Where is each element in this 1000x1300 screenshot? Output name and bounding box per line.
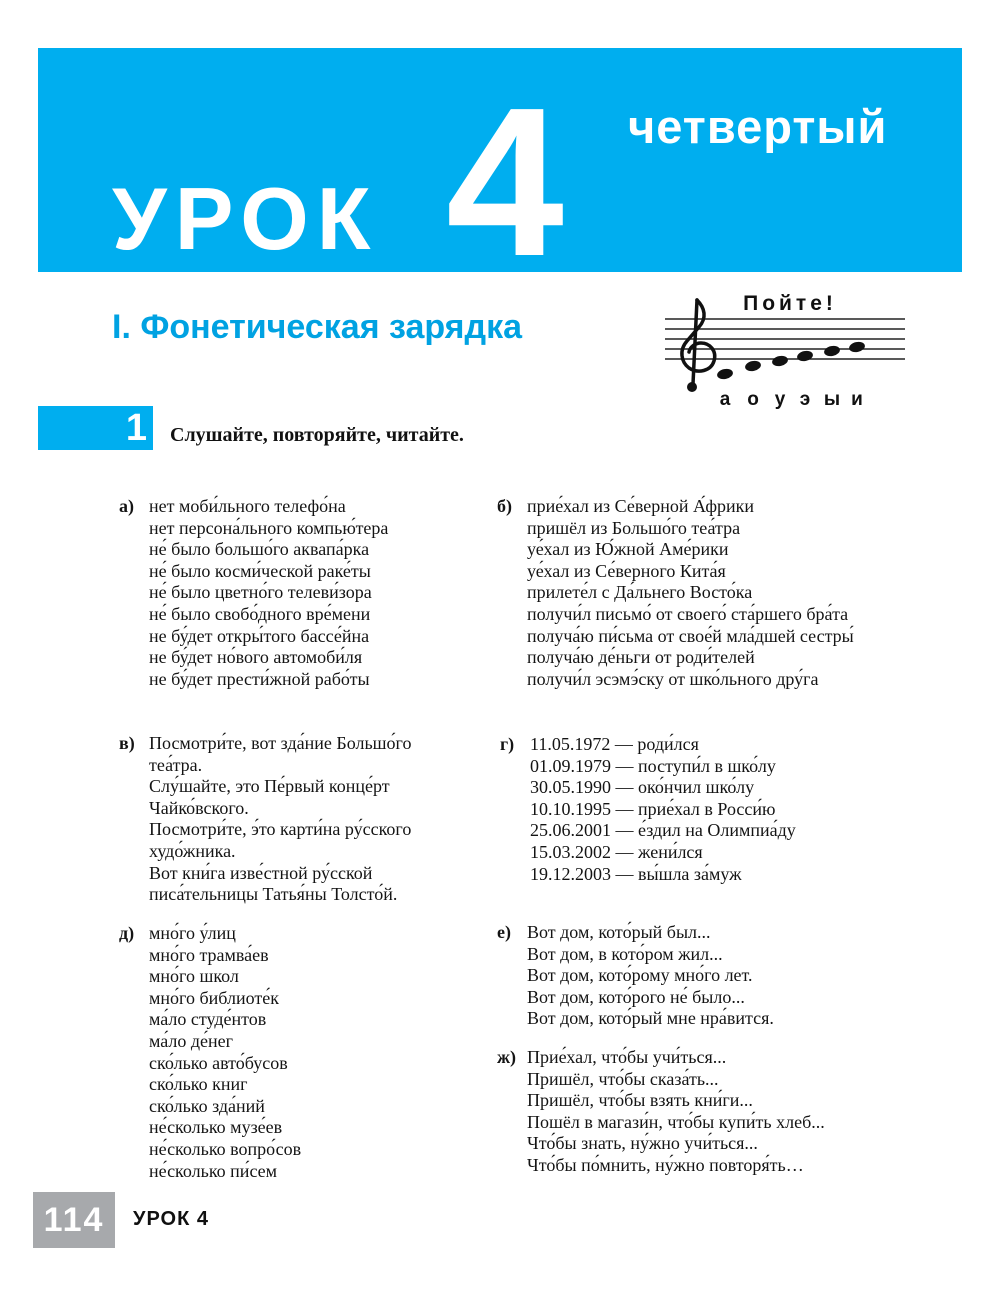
phrase-lines xyxy=(530,734,796,885)
phrase-line: уе́хал из Ю́жной Аме́рики xyxy=(527,539,729,560)
phrase-lines xyxy=(149,496,388,690)
phrase-line: Вот дом, в кото́ром жил... xyxy=(527,943,723,964)
phrase-line: 15.03.2002 — жени́лся xyxy=(530,841,703,862)
phrase-block-label: е) xyxy=(497,922,511,942)
section-heading: I. Фонетическая зарядка xyxy=(112,308,523,346)
phrase-line: не́сколько музе́ев xyxy=(149,1117,283,1138)
phrase-lines xyxy=(527,496,854,690)
phrase-line: мно́го школ xyxy=(149,966,239,987)
phrase-block-label: в) xyxy=(119,733,135,753)
phrase-line: 30.05.1990 — око́нчил шко́лу xyxy=(530,777,755,798)
music-note xyxy=(823,344,841,357)
phrase-block-a xyxy=(119,496,388,690)
lesson-number: 4 xyxy=(446,63,564,300)
phrase-line: Вот дом, кото́рый мне нра́вится. xyxy=(527,1008,774,1029)
phrase-line: не бу́дет но́вого автомоби́ля xyxy=(149,647,363,668)
music-notes xyxy=(716,340,866,380)
phrase-line: Вот дом, кото́рого не́ было... xyxy=(527,986,745,1007)
phrase-line: Чайко́вского. xyxy=(149,797,249,818)
phrase-line: Слу́шайте, это Пе́рвый конце́рт xyxy=(149,776,390,797)
phrase-block-g xyxy=(500,734,796,885)
phrase-line: получи́л эсэмэ́ску от шко́льного дру́га xyxy=(527,668,819,689)
music-caption: Пойте! xyxy=(743,292,837,315)
music-illustration xyxy=(655,288,910,418)
phrase-line: нет персона́льного компью́тера xyxy=(149,517,389,538)
phrase-line: Что́бы знать, ну́жно учи́ться... xyxy=(527,1133,758,1154)
phrase-block-label: ж) xyxy=(497,1047,517,1067)
note-label: э xyxy=(799,389,811,410)
phrase-line: мно́го у́лиц xyxy=(149,923,236,943)
page-number: 114 xyxy=(43,1200,105,1239)
phrase-line: Что́бы по́мнить, ну́жно повторя́ть… xyxy=(527,1154,804,1175)
phrase-line: ма́ло студе́нтов xyxy=(149,1009,267,1030)
phrase-line: 10.10.1995 — прие́хал в Росси́ю xyxy=(530,798,776,819)
phrase-line: мно́го библиоте́к xyxy=(149,987,279,1008)
music-note xyxy=(716,367,734,380)
phrase-line: нет моби́льного телефо́на xyxy=(149,496,346,516)
phrase-block-v xyxy=(119,733,411,906)
music-note xyxy=(796,349,814,362)
phrase-line: писа́тельницы Татья́ны Толсто́й. xyxy=(149,884,398,905)
note-label: а xyxy=(719,389,731,410)
music-note xyxy=(771,354,789,367)
phrase-line: Вот дом, кото́рый был... xyxy=(527,922,711,942)
phrase-line: 19.12.2003 — вы́шла за́муж xyxy=(530,863,742,884)
phrase-block-e xyxy=(497,922,774,1030)
phrase-line: ма́ло де́нег xyxy=(149,1030,234,1051)
phrase-block-d xyxy=(119,923,301,1182)
note-label: у xyxy=(774,389,786,410)
phrase-block-label: г) xyxy=(500,734,515,754)
phrase-line: уе́хал из Се́верного Кита́я xyxy=(527,560,726,581)
phrase-line: Пришёл, что́бы сказа́ть... xyxy=(527,1068,719,1089)
phrase-lines xyxy=(149,733,411,906)
lesson-ordinal: четвертый xyxy=(628,100,888,153)
phrase-line: Вот дом, кото́рому мно́го лет. xyxy=(527,965,753,986)
phrase-line: худо́жника. xyxy=(149,840,236,861)
note-labels xyxy=(720,389,863,410)
phrase-block-b xyxy=(497,496,854,690)
phrase-lines xyxy=(527,922,774,1030)
phrase-line: 01.09.1979 — поступи́л в шко́лу xyxy=(530,755,776,776)
exercise-number: 1 xyxy=(125,407,147,449)
exercise-instruction: Слушайте, повторяйте, читайте. xyxy=(170,424,464,446)
note-label: и xyxy=(851,389,863,410)
phrase-line: Вот кни́га изве́стной ру́сской xyxy=(149,862,373,883)
music-note xyxy=(848,340,866,353)
phrase-line: Прие́хал, что́бы учи́ться... xyxy=(527,1047,727,1067)
lesson-word: УРОК xyxy=(112,169,379,268)
phrase-line: теа́тра. xyxy=(149,754,203,775)
phrase-line: не́ было косми́ческой раке́ты xyxy=(149,560,371,581)
page-number-badge xyxy=(33,1192,115,1248)
phrase-block-label: б) xyxy=(497,496,512,516)
footer-lesson-label: УРОК 4 xyxy=(133,1208,209,1230)
phrase-line: получи́л письмо́ от своего́ ста́ршего бра́та xyxy=(527,603,849,624)
phrase-line: Пришёл, что́бы взять кни́ги... xyxy=(527,1090,753,1111)
phrase-line: ско́лько авто́бусов xyxy=(149,1052,288,1073)
phrase-block-label: д) xyxy=(119,923,135,943)
phrase-block-zh xyxy=(497,1047,825,1177)
phrase-line: Посмотри́те, э́то карти́на ру́сского xyxy=(149,819,412,840)
phrase-line: получа́ю де́ньги от роди́телей xyxy=(527,647,755,668)
phrase-lines xyxy=(527,1047,825,1177)
phrase-line: ско́лько зда́ний xyxy=(149,1095,265,1116)
phrase-line: Пошёл в магази́н, что́бы купи́ть хлеб... xyxy=(527,1111,825,1132)
phrase-line: не́сколько вопро́сов xyxy=(149,1138,302,1159)
phrase-line: не́ было большо́го аквапа́рка xyxy=(149,539,370,560)
phrase-line: не́ было свобо́дного вре́мени xyxy=(149,603,371,624)
phrase-line: мно́го трамва́ев xyxy=(149,944,269,965)
phrase-line: прие́хал из Се́верной А́фрики xyxy=(527,496,755,516)
phrase-line: не́сколько пи́сем xyxy=(149,1160,278,1181)
treble-clef-icon xyxy=(682,300,715,392)
exercise-number-badge xyxy=(38,406,153,450)
note-label: о xyxy=(747,389,759,410)
phrase-line: ско́лько книг xyxy=(149,1074,248,1095)
phrase-block-label: а) xyxy=(119,496,134,516)
phrase-line: получа́ю пи́сьма от свое́й мла́дшей сестры́ xyxy=(527,625,854,646)
phrase-line: прилете́л с Да́льнего Восто́ка xyxy=(527,582,753,603)
phrase-line: не бу́дет откры́того бассе́йна xyxy=(149,625,370,646)
phrase-line: 11.05.1972 — роди́лся xyxy=(530,734,699,754)
phrase-line: 25.06.2001 — е́здил на Олимпиа́ду xyxy=(530,820,796,841)
phrase-line: не́ было цветно́го телеви́зора xyxy=(149,582,372,603)
phrase-line: не бу́дет прести́жной рабо́ты xyxy=(149,668,370,689)
phrase-line: пришёл из Большо́го теа́тра xyxy=(527,517,741,538)
lesson-banner xyxy=(38,48,962,300)
note-label: ы xyxy=(823,389,841,410)
music-note xyxy=(744,359,762,372)
phrase-lines xyxy=(149,923,301,1182)
phrase-line: Посмотри́те, вот зда́ние Большо́го xyxy=(149,733,412,753)
